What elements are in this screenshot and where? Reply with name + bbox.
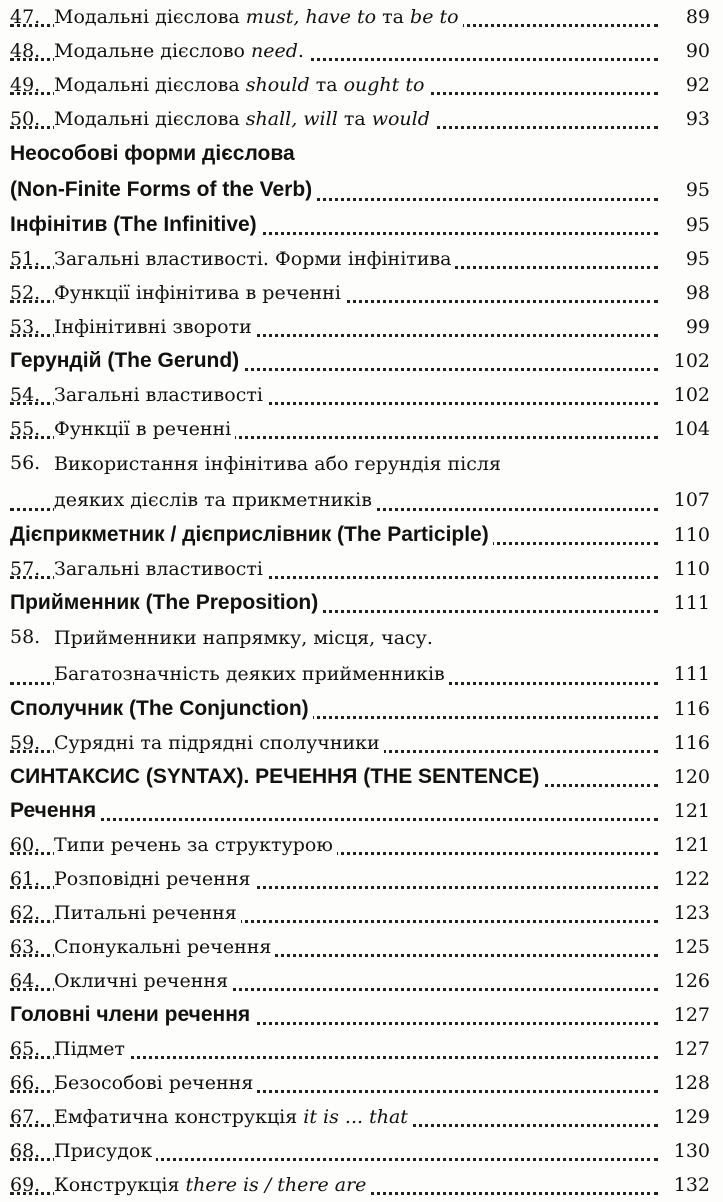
entry-title-text: Конструкція there is / there are bbox=[54, 1174, 370, 1196]
entry-number: 67. bbox=[10, 1106, 41, 1128]
entry-title bbox=[54, 828, 710, 862]
toc-entry bbox=[10, 344, 710, 378]
entry-title-text: Спонукальні речення bbox=[54, 936, 275, 958]
entry-title bbox=[54, 378, 710, 412]
entry-number: 63. bbox=[10, 936, 41, 958]
toc-entry bbox=[10, 378, 710, 412]
entry-number: 56. bbox=[10, 452, 41, 474]
toc-entry bbox=[10, 620, 710, 692]
page-number: 132 bbox=[670, 1168, 710, 1202]
entry-title bbox=[54, 930, 710, 964]
entry-number: 58. bbox=[10, 626, 41, 648]
entry-title-text: Модальне дієслово need. bbox=[54, 40, 308, 62]
entry-title bbox=[54, 102, 710, 136]
entry-number: 47. bbox=[10, 6, 41, 28]
entry-title bbox=[54, 896, 710, 930]
entry-title-line bbox=[10, 172, 710, 208]
entry-title bbox=[10, 760, 710, 794]
page-number: 95 bbox=[682, 242, 710, 276]
toc-entry bbox=[10, 276, 710, 310]
toc-entry bbox=[10, 726, 710, 760]
entry-title-text: Емфатична конструкція it is ... that bbox=[54, 1106, 412, 1128]
entry-title-text: Окличні речення bbox=[54, 970, 232, 992]
entry-title-text: Розповідні речення bbox=[54, 868, 254, 890]
entry-title-text: Герундій (The Gerund) bbox=[10, 349, 243, 372]
toc-entry bbox=[10, 136, 710, 208]
page-number: 93 bbox=[682, 102, 710, 136]
entry-title-italic: be to bbox=[410, 6, 459, 28]
entry-title-line: Використання інфінітива або герундія після bbox=[54, 453, 501, 475]
entry-title-italic: ought to bbox=[343, 74, 425, 96]
entry-title-text: Інфінітивні звороти bbox=[54, 316, 256, 338]
toc-entry bbox=[10, 760, 710, 794]
page-number: 120 bbox=[670, 760, 710, 794]
toc-entry bbox=[10, 310, 710, 344]
page-number: 127 bbox=[670, 998, 710, 1032]
entry-title bbox=[10, 998, 710, 1032]
entry-title-line bbox=[54, 482, 710, 518]
entry-title-italic: need bbox=[251, 40, 298, 62]
page-number: 110 bbox=[670, 552, 710, 586]
page-number: 99 bbox=[682, 310, 710, 344]
page-number: 111 bbox=[670, 586, 710, 620]
entry-title bbox=[10, 794, 710, 828]
entry-title bbox=[54, 726, 710, 760]
page-number: 107 bbox=[670, 482, 710, 518]
page-number: 123 bbox=[670, 896, 710, 930]
entry-title bbox=[54, 1134, 710, 1168]
entry-title bbox=[54, 1168, 710, 1202]
entry-title-text: Підмет bbox=[54, 1038, 129, 1060]
entry-number: 61. bbox=[10, 868, 41, 890]
entry-number: 64. bbox=[10, 970, 41, 992]
entry-title bbox=[54, 964, 710, 998]
entry-title-italic: would bbox=[371, 108, 430, 130]
entry-title-text: Загальні властивості bbox=[54, 384, 267, 406]
entry-title bbox=[54, 276, 710, 310]
entry-title-text: Модальні дієслова shall, will та would bbox=[54, 108, 434, 130]
entry-title bbox=[54, 862, 710, 896]
entry-number: 59. bbox=[10, 732, 41, 754]
entry-number: 68. bbox=[10, 1140, 41, 1162]
entry-number: 49. bbox=[10, 74, 41, 96]
entry-number: 55. bbox=[10, 418, 41, 440]
entry-number: 62. bbox=[10, 902, 41, 924]
entry-number: 48. bbox=[10, 40, 41, 62]
entry-title bbox=[10, 136, 710, 208]
entry-title bbox=[54, 446, 710, 518]
page-number: 110 bbox=[670, 518, 710, 552]
entry-title-line: Прийменники напрямку, місця, часу. bbox=[54, 627, 433, 649]
page-number: 126 bbox=[670, 964, 710, 998]
page-number: 128 bbox=[670, 1066, 710, 1100]
entry-title bbox=[54, 0, 710, 34]
page-number: 102 bbox=[670, 344, 710, 378]
entry-title bbox=[54, 552, 710, 586]
toc-entry bbox=[10, 242, 710, 276]
toc-entry bbox=[10, 862, 710, 896]
page-number: 102 bbox=[670, 378, 710, 412]
entry-title bbox=[54, 34, 710, 68]
toc-entry bbox=[10, 586, 710, 620]
entry-title bbox=[54, 412, 710, 446]
entry-title-italic: it is ... that bbox=[303, 1106, 408, 1128]
toc-entry bbox=[10, 446, 710, 518]
page-number: 130 bbox=[670, 1134, 710, 1168]
entry-title bbox=[54, 1100, 710, 1134]
entry-title bbox=[54, 68, 710, 102]
entry-title bbox=[54, 620, 710, 692]
toc-entry bbox=[10, 1066, 710, 1100]
entry-number: 54. bbox=[10, 384, 41, 406]
page-number: 95 bbox=[682, 208, 710, 242]
entry-title-text: Сполучник (The Conjunction) bbox=[10, 697, 313, 720]
entry-title bbox=[54, 242, 710, 276]
entry-title-italic: should bbox=[245, 74, 310, 96]
toc-entry bbox=[10, 1100, 710, 1134]
entry-number: 51. bbox=[10, 248, 41, 270]
entry-number: 65. bbox=[10, 1038, 41, 1060]
entry-title-text: Загальні властивості bbox=[54, 558, 267, 580]
toc-entry bbox=[10, 964, 710, 998]
entry-number: 52. bbox=[10, 282, 41, 304]
entry-title-text: Модальні дієслова should та ought to bbox=[54, 74, 428, 96]
table-of-contents bbox=[10, 0, 710, 1202]
entry-title-text: Присудок bbox=[54, 1140, 156, 1162]
toc-entry bbox=[10, 998, 710, 1032]
page-number: 116 bbox=[670, 726, 710, 760]
toc-entry bbox=[10, 1134, 710, 1168]
entry-title bbox=[10, 692, 710, 726]
entry-title-italic: must, have to bbox=[245, 6, 377, 28]
page-number: 89 bbox=[682, 0, 710, 34]
entry-title-text: Питальні речення bbox=[54, 902, 241, 924]
entry-title bbox=[10, 208, 710, 242]
toc-entry bbox=[10, 896, 710, 930]
toc-entry bbox=[10, 412, 710, 446]
page-number: 90 bbox=[682, 34, 710, 68]
entry-title-text: Сурядні та підрядні сполучники bbox=[54, 732, 384, 754]
page-number: 104 bbox=[670, 412, 710, 446]
toc-entry bbox=[10, 34, 710, 68]
entry-title-text: деяких дієслів та прикметників bbox=[54, 489, 376, 511]
entry-number: 53. bbox=[10, 316, 41, 338]
page-number: 98 bbox=[682, 276, 710, 310]
entry-title-italic: shall, will bbox=[245, 108, 338, 130]
toc-entry bbox=[10, 1168, 710, 1202]
toc-entry bbox=[10, 930, 710, 964]
page-number: 121 bbox=[670, 828, 710, 862]
toc-entry bbox=[10, 68, 710, 102]
entry-number: 69. bbox=[10, 1174, 41, 1196]
entry-title-text: Модальні дієслова must, have to та be to bbox=[54, 6, 463, 28]
entry-title-text: Прийменник (The Preposition) bbox=[10, 591, 322, 614]
entry-title-line: Неособові форми дієслова bbox=[10, 142, 295, 165]
entry-title bbox=[10, 344, 710, 378]
page-number: 122 bbox=[670, 862, 710, 896]
entry-title bbox=[54, 1066, 710, 1100]
entry-title-text: Дієприкметник / дієприслівник (The Participle) bbox=[10, 523, 493, 546]
entry-title-text: СИНТАКСИС (SYNTAX). РЕЧЕННЯ (THE SENTENCE) bbox=[10, 765, 543, 788]
page-number: 116 bbox=[670, 692, 710, 726]
entry-title-text: Безособові речення bbox=[54, 1072, 257, 1094]
entry-title bbox=[10, 586, 710, 620]
entry-number: 60. bbox=[10, 834, 41, 856]
toc-entry bbox=[10, 1032, 710, 1066]
entry-number: 66. bbox=[10, 1072, 41, 1094]
entry-title bbox=[54, 1032, 710, 1066]
entry-title-text: Функції в реченні bbox=[54, 418, 235, 440]
entry-title-text: Головні члени речення bbox=[10, 1003, 254, 1026]
entry-title-text: Загальні властивості. Форми інфінітива bbox=[54, 248, 455, 270]
entry-number: 50. bbox=[10, 108, 41, 130]
entry-title bbox=[10, 518, 710, 552]
page-number: 92 bbox=[682, 68, 710, 102]
entry-title bbox=[54, 310, 710, 344]
page-number: 125 bbox=[670, 930, 710, 964]
page-number: 111 bbox=[670, 656, 710, 692]
toc-entry bbox=[10, 208, 710, 242]
toc-entry bbox=[10, 0, 710, 34]
entry-title-text: (Non-Finite Forms of the Verb) bbox=[10, 178, 316, 201]
page-number: 127 bbox=[670, 1032, 710, 1066]
entry-title-italic: there is / there are bbox=[185, 1174, 367, 1196]
toc-entry bbox=[10, 518, 710, 552]
entry-title-text: Інфінітив (The Infinitive) bbox=[10, 213, 261, 236]
entry-title-text: Типи речень за структурою bbox=[54, 834, 337, 856]
toc-entry bbox=[10, 552, 710, 586]
entry-title-line bbox=[54, 656, 710, 692]
page-number: 95 bbox=[682, 172, 710, 208]
toc-entry bbox=[10, 102, 710, 136]
entry-title-text: Функції інфінітива в реченні bbox=[54, 282, 345, 304]
toc-entry bbox=[10, 828, 710, 862]
page-number: 129 bbox=[670, 1100, 710, 1134]
entry-title-text: Багатозначність деяких прийменників bbox=[54, 663, 449, 685]
toc-entry bbox=[10, 794, 710, 828]
page-number: 121 bbox=[670, 794, 710, 828]
toc-entry bbox=[10, 692, 710, 726]
entry-number: 57. bbox=[10, 558, 41, 580]
entry-title-text: Речення bbox=[10, 799, 100, 822]
